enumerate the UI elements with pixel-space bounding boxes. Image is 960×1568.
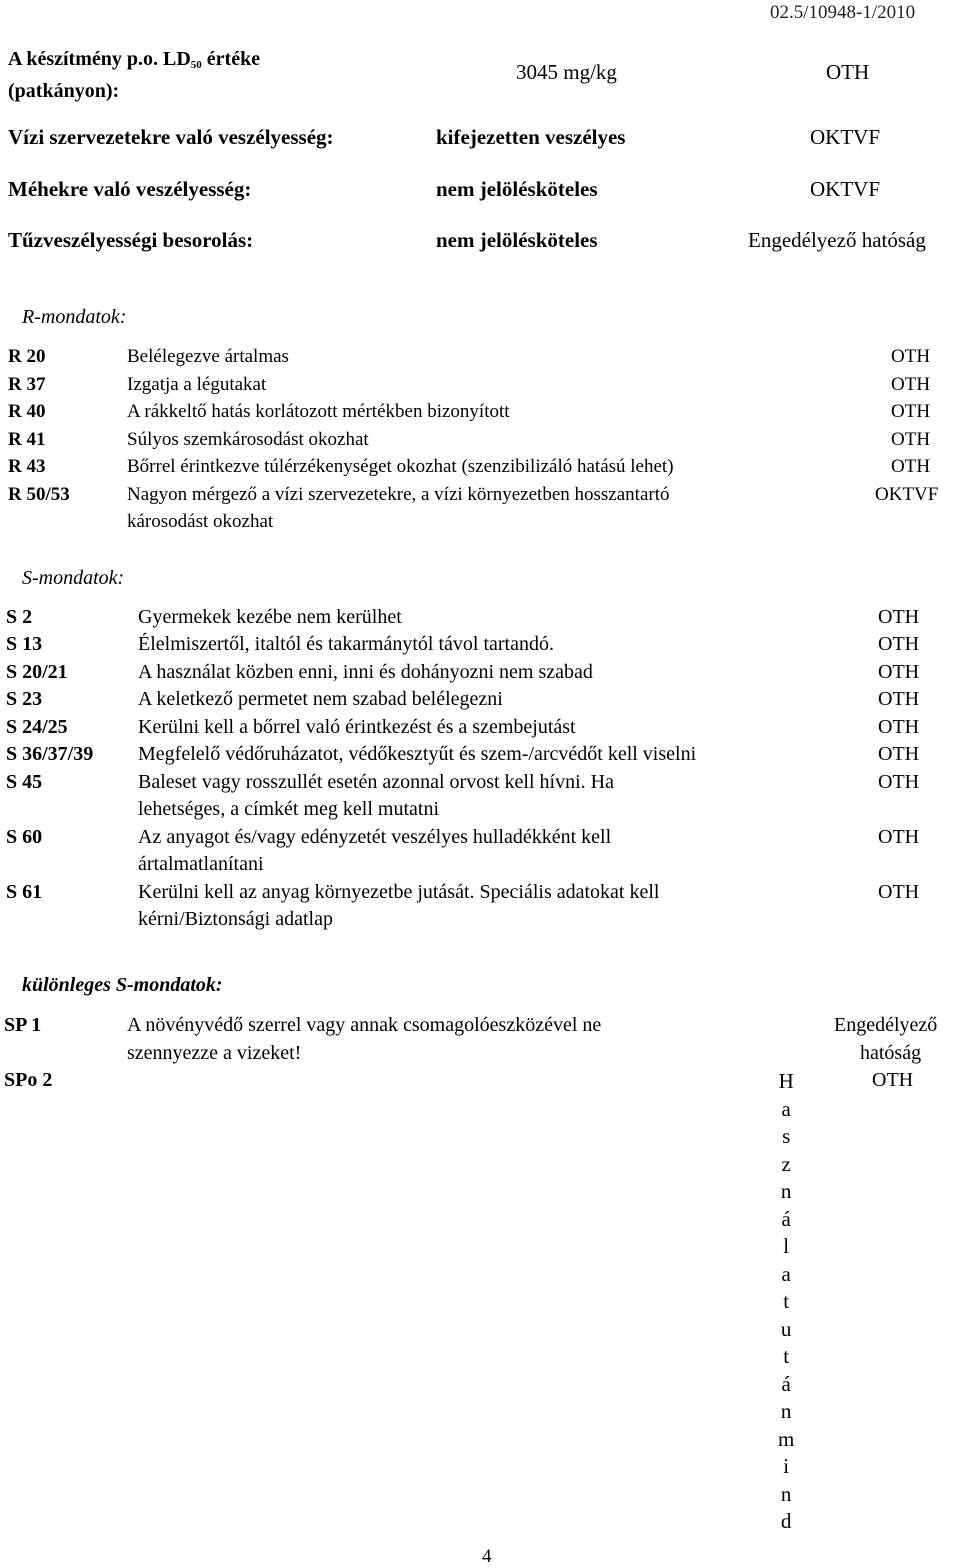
sp1-text-line1: A növényvédő szerrel vagy annak csomagolóeszközével ne (127, 1014, 602, 1036)
vertical-letter: n (780, 1399, 792, 1423)
s-code: S 13 (6, 633, 43, 655)
ld50-label-tail: értéke (201, 48, 261, 70)
vertical-letter: s (782, 1124, 791, 1148)
vertical-letter: á (781, 1206, 791, 1231)
s-text-line2: kérni/Biztonsági adatlap (138, 908, 333, 930)
ld50-label-line1: A készítmény p.o. LD (8, 48, 191, 70)
r-authority: OTH (891, 456, 931, 477)
vertical-letter: l (783, 1234, 790, 1258)
vertical-letter: n (780, 1481, 792, 1506)
r-code: R 50/53 (8, 484, 70, 505)
r-text-line2: károsodást okozhat (127, 511, 274, 532)
vertical-letter: a (781, 1261, 791, 1286)
spo2-vertical-text (778, 1068, 794, 1536)
r-authority: OKTVF (875, 484, 939, 505)
s-code: S 61 (6, 881, 43, 903)
property-authority-bees: OKTVF (810, 177, 881, 201)
s-text: Kerülni kell a bőrrel való érintkezést és a szembejutást (138, 716, 576, 738)
s-text-line1: Az anyagot és/vagy edényzetét veszélyes hulladékként kell (138, 826, 612, 848)
s-text-line1: Kerülni kell az anyag környezetbe jutását. Speciális adatokat kell (138, 881, 660, 903)
s-authority: OTH (878, 633, 920, 655)
page-number: 4 (482, 1546, 492, 1567)
vertical-letter: t (783, 1344, 790, 1368)
r-code: R 40 (8, 401, 46, 422)
s-text: Élelmiszertől, italtól és takarmánytól távol tartandó. (138, 633, 554, 655)
s-text: Gyermekek kezébe nem kerülhet (138, 606, 402, 628)
document-number: 02.5/10948-1/2010 (770, 2, 916, 23)
vertical-letter: t (783, 1289, 790, 1313)
s-text: A használat közben enni, inni és dohányozni nem szabad (138, 661, 593, 683)
r-text: Súlyos szemkárosodást okozhat (127, 429, 369, 450)
s-authority: OTH (878, 881, 920, 903)
s-authority: OTH (878, 743, 920, 765)
r-text: Bőrrel érintkezve túlérzékenységet okozhat (szenzibilizáló hatású lehet) (127, 456, 674, 477)
s-authority: OTH (878, 826, 920, 848)
vertical-letter: z (781, 1151, 791, 1176)
r-text: A rákkeltő hatás korlátozott mértékben bizonyított (127, 401, 510, 422)
s-code: S 36/37/39 (6, 743, 94, 765)
s-code: S 23 (6, 688, 43, 710)
s-code: S 2 (6, 606, 33, 628)
s-code: S 20/21 (6, 661, 68, 683)
property-value-aquatic: kifejezetten veszélyes (436, 125, 626, 149)
sp1-authority-line1: Engedélyező (834, 1014, 938, 1036)
s-authority: OTH (878, 661, 920, 683)
r-code: R 43 (8, 456, 46, 477)
s-code: S 45 (6, 771, 43, 793)
vertical-letter: d (780, 1509, 792, 1533)
ld50-authority: OTH (826, 60, 870, 84)
s-authority: OTH (878, 606, 920, 628)
sp1-text-line2: szennyezze a vizeket! (127, 1042, 302, 1064)
r-code: R 41 (8, 429, 46, 450)
r-authority: OTH (891, 374, 931, 395)
vertical-letter: m (778, 1426, 795, 1451)
vertical-letter: i (783, 1454, 790, 1478)
vertical-letter: n (780, 1179, 792, 1203)
property-authority-aquatic: OKTVF (810, 125, 881, 149)
ld50-label (8, 46, 260, 104)
r-code: R 37 (8, 374, 46, 395)
ld50-label-line2: (patkányon): (8, 80, 120, 102)
r-authority: OTH (891, 346, 931, 367)
vertical-letter: H (778, 1069, 794, 1093)
ld50-label-sub: 50 (190, 59, 202, 71)
sp1-code: SP 1 (4, 1014, 42, 1036)
property-label-bees: Méhekre való veszélyesség: (8, 177, 252, 201)
s-text: Megfelelő védőruházatot, védőkesztyűt és szem-/arcvédőt kell viselni (138, 743, 697, 765)
s-code: S 60 (6, 826, 43, 848)
r-section-title: R-mondatok: (22, 306, 127, 328)
sp1-authority-line2: hatóság (860, 1042, 922, 1064)
spo2-code: SPo 2 (4, 1069, 53, 1091)
r-authority: OTH (891, 401, 931, 422)
spo2-authority: OTH (872, 1069, 914, 1091)
vertical-letter: á (781, 1371, 791, 1396)
r-text-line1: Nagyon mérgező a vízi szervezetekre, a vízi környezetben hosszantartó (127, 484, 670, 505)
property-authority-fire: Engedélyező hatóság (748, 228, 926, 252)
property-value-fire: nem jelölésköteles (436, 228, 598, 252)
s-text-line2: ártalmatlanítani (138, 853, 264, 875)
s-section-title: S-mondatok: (22, 567, 125, 589)
vertical-letter: u (780, 1316, 792, 1341)
s-authority: OTH (878, 688, 920, 710)
s-code: S 24/25 (6, 716, 68, 738)
special-section-title: különleges S-mondatok: (22, 974, 223, 996)
s-text: A keletkező permetet nem szabad belélegezni (138, 688, 503, 710)
r-text: Izgatja a légutakat (127, 374, 267, 395)
r-code: R 20 (8, 346, 46, 367)
s-authority: OTH (878, 771, 920, 793)
s-text-line1: Baleset vagy rosszullét esetén azonnal orvost kell hívni. Ha (138, 771, 614, 793)
r-authority: OTH (891, 429, 931, 450)
s-text-line2: lehetséges, a címkét meg kell mutatni (138, 798, 440, 820)
property-label-fire: Tűzveszélyességi besorolás: (8, 228, 254, 252)
ld50-value: 3045 mg/kg (516, 60, 617, 84)
property-label-aquatic: Vízi szervezetekre való veszélyesség: (8, 125, 334, 149)
r-text: Belélegezve ártalmas (127, 346, 289, 367)
s-authority: OTH (878, 716, 920, 738)
vertical-letter: a (781, 1096, 791, 1121)
property-value-bees: nem jelölésköteles (436, 177, 598, 201)
